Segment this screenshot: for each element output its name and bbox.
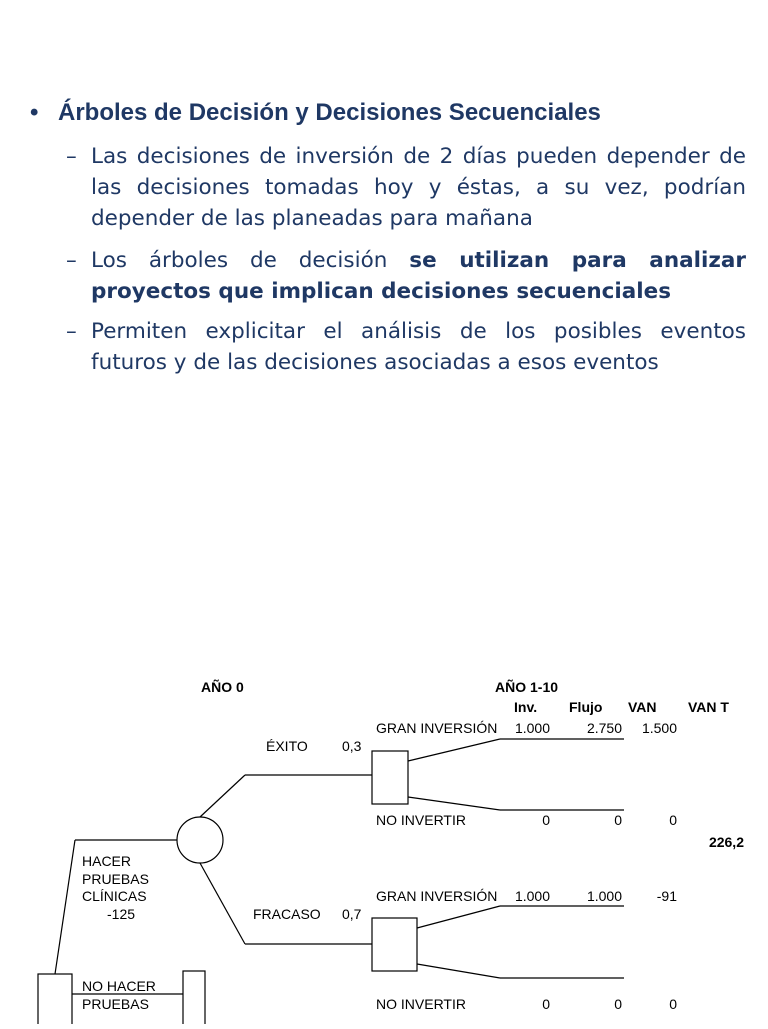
point-2: [66, 245, 746, 307]
fracaso-prob: 0,7: [342, 906, 362, 922]
col-flujo-header: Flujo: [569, 699, 603, 715]
branch-fracaso-diagonal: [200, 863, 245, 944]
hacer-label-3: CLÍNICAS: [82, 888, 147, 904]
dash-icon: –: [66, 319, 77, 344]
row-1-van: 1.500: [641, 720, 677, 736]
row-4-van: 0: [669, 996, 677, 1012]
branch-no-invertir-1-diagonal: [408, 797, 500, 810]
point-1-text: Las decisiones de inversión de 2 días pueden depender de las decisiones tomadas hoy y éstas, a su vez, podrían depender de las planeadas para mañana: [91, 144, 746, 231]
branch-no-invertir-2-diagonal: [417, 964, 500, 978]
point-3: [66, 316, 746, 378]
col-inv-header: Inv.: [514, 699, 538, 715]
decision-node-root: [38, 974, 72, 1024]
col-vant-header: VAN T: [688, 699, 729, 715]
row-4-label: NO INVERTIR: [376, 996, 466, 1012]
row-2-flujo: 0: [614, 812, 622, 828]
exito-label: ÉXITO: [266, 738, 308, 754]
hacer-label-1: HACER: [82, 853, 132, 869]
decision-node-no-hacer: [183, 971, 205, 1024]
branch-gran-inv-2-diagonal: [417, 906, 500, 928]
row-2-van: 0: [669, 812, 677, 828]
decision-node-fracaso: [372, 918, 417, 971]
row-4-flujo: 0: [614, 996, 622, 1012]
branch-gran-inv-1-diagonal: [408, 739, 500, 761]
hacer-cost: -125: [107, 906, 136, 922]
decision-node-exito: [372, 751, 408, 804]
year0-label: AÑO 0: [201, 679, 244, 695]
year110-label: AÑO 1-10: [495, 679, 559, 695]
col-van-header: VAN: [628, 699, 657, 715]
nohacer-label-2: PRUEBAS: [82, 996, 149, 1012]
decision-tree: [0, 660, 768, 1024]
vant-total: 226,2: [708, 834, 744, 850]
chance-node: [177, 817, 223, 863]
heading-title: Árboles de Decisión y Decisiones Secuenciales: [58, 99, 601, 126]
row-3-label: GRAN INVERSIÓN: [376, 888, 498, 904]
fracaso-label: FRACASO: [253, 906, 321, 922]
row-4-inv: 0: [542, 996, 550, 1012]
hacer-label-2: PRUEBAS: [82, 871, 149, 887]
point-2-plain: Los árboles de decisión: [91, 248, 410, 273]
row-3-flujo: 1.000: [586, 888, 622, 904]
dash-icon: –: [66, 248, 77, 273]
bullet-icon: •: [30, 99, 39, 126]
exito-prob: 0,3: [342, 738, 362, 754]
point-2-text: [91, 245, 746, 307]
row-1-label: GRAN INVERSIÓN: [376, 720, 498, 736]
point-1: [66, 141, 746, 234]
row-1-inv: 1.000: [514, 720, 550, 736]
row-3-van: -91: [656, 888, 677, 904]
row-3-inv: 1.000: [514, 888, 550, 904]
decision-tree-svg: [0, 660, 768, 1024]
branch-hacer-diagonal: [55, 840, 75, 974]
point-3-text: Permiten explicitar el análisis de los posibles eventos futuros y de las decisiones asociadas a esos eventos: [91, 319, 746, 375]
row-2-label: NO INVERTIR: [376, 812, 466, 828]
nohacer-label-1: NO HACER: [82, 978, 156, 994]
row-2-inv: 0: [542, 812, 550, 828]
row-1-flujo: 2.750: [586, 720, 622, 736]
dash-icon: –: [66, 144, 77, 169]
point-2-bold: se utilizan para analizar proyectos que implican decisiones secuenciales: [91, 248, 746, 304]
branch-exito-diagonal: [200, 775, 245, 817]
